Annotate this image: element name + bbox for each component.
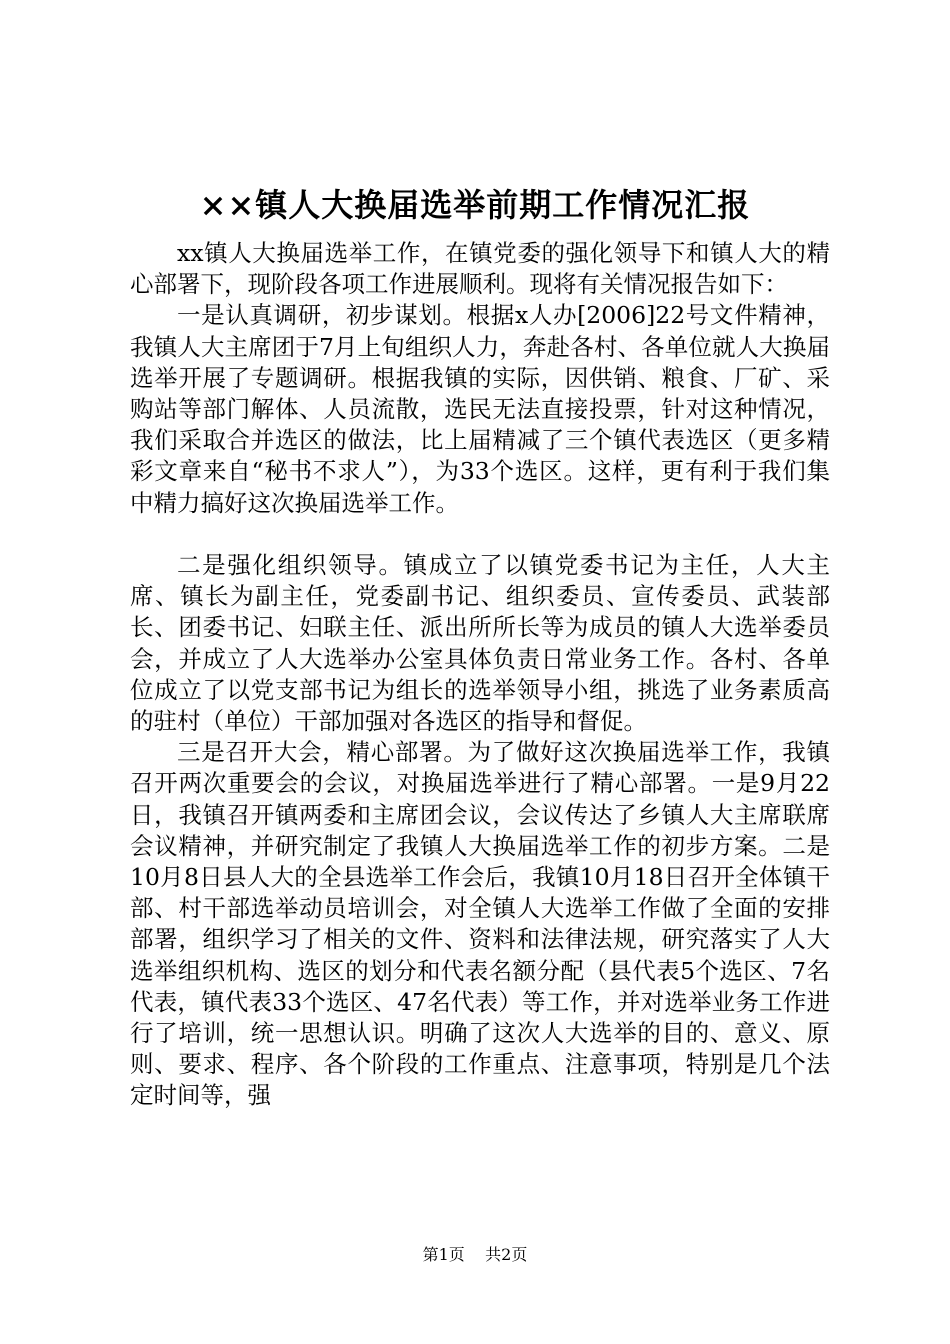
page-number: 第1页	[422, 1245, 465, 1264]
paragraph-intro: xx镇人大换届选举工作，在镇党委的强化领导下和镇人大的精心部署下，现阶段各项工作进展顺利。现将有关情况报告如下：	[130, 239, 830, 299]
document-body	[130, 238, 830, 1112]
page-footer	[0, 1245, 950, 1265]
document-title: ××镇人大换届选举前期工作情况汇报	[199, 186, 751, 224]
page-spacer	[470, 1245, 480, 1264]
page-total: 共2页	[485, 1245, 528, 1264]
paragraph-research: 一是认真调研，初步谋划。根据x人办[2006]22号文件精神，我镇人大主席团于7月上旬组织人力，奔赴各村、各单位就人大换届选举开展了专题调研。根据我镇的实际，因供销、粮食、厂矿、采购站等部门解体、人员流散，选民无法直接投票，针对这种情况，我们采取合并选区的做法，比上届精减了三个镇代表选区（更多精彩文章来自“秘书不求人”），为33个选区。这样，更有利于我们集中精力搞好这次换届选举工作。	[130, 301, 830, 517]
paragraph-organization: 二是强化组织领导。镇成立了以镇党委书记为主任，人大主席、镇长为副主任，党委副书记、组织委员、宣传委员、武装部长、团委书记、妇联主任、派出所所长等为成员的镇人大选举委员会，并成立了人大选举办公室具体负责日常业务工作。各村、各单位成立了以党支部书记为组长的选举领导小组，挑选了业务素质高的驻村（单位）干部加强对各选区的指导和督促。	[130, 551, 830, 736]
paragraph-meetings: 三是召开大会，精心部署。为了做好这次换届选举工作，我镇召开两次重要会的会议，对换届选举进行了精心部署。一是9月22日，我镇召开镇两委和主席团会议，会议传达了乡镇人大主席联席会议精神，并研究制定了我镇人大换届选举工作的初步方案。二是10月8日县人大的全县选举工作会后，我镇10月18日召开全体镇干部、村干部选举动员培训会，对全镇人大选举工作做了全面的安排部署，组织学习了相关的文件、资料和法律法规，研究落实了人大选举组织机构、选区的划分和代表名额分配（县代表5个选区、7名代表，镇代表33个选区、47名代表）等工作，并对选举业务工作进行了培训，统一思想认识。明确了这次人大选举的目的、意义、原则、要求、程序、各个阶段的工作重点、注意事项，特别是几个法定时间等，强	[130, 738, 830, 1110]
